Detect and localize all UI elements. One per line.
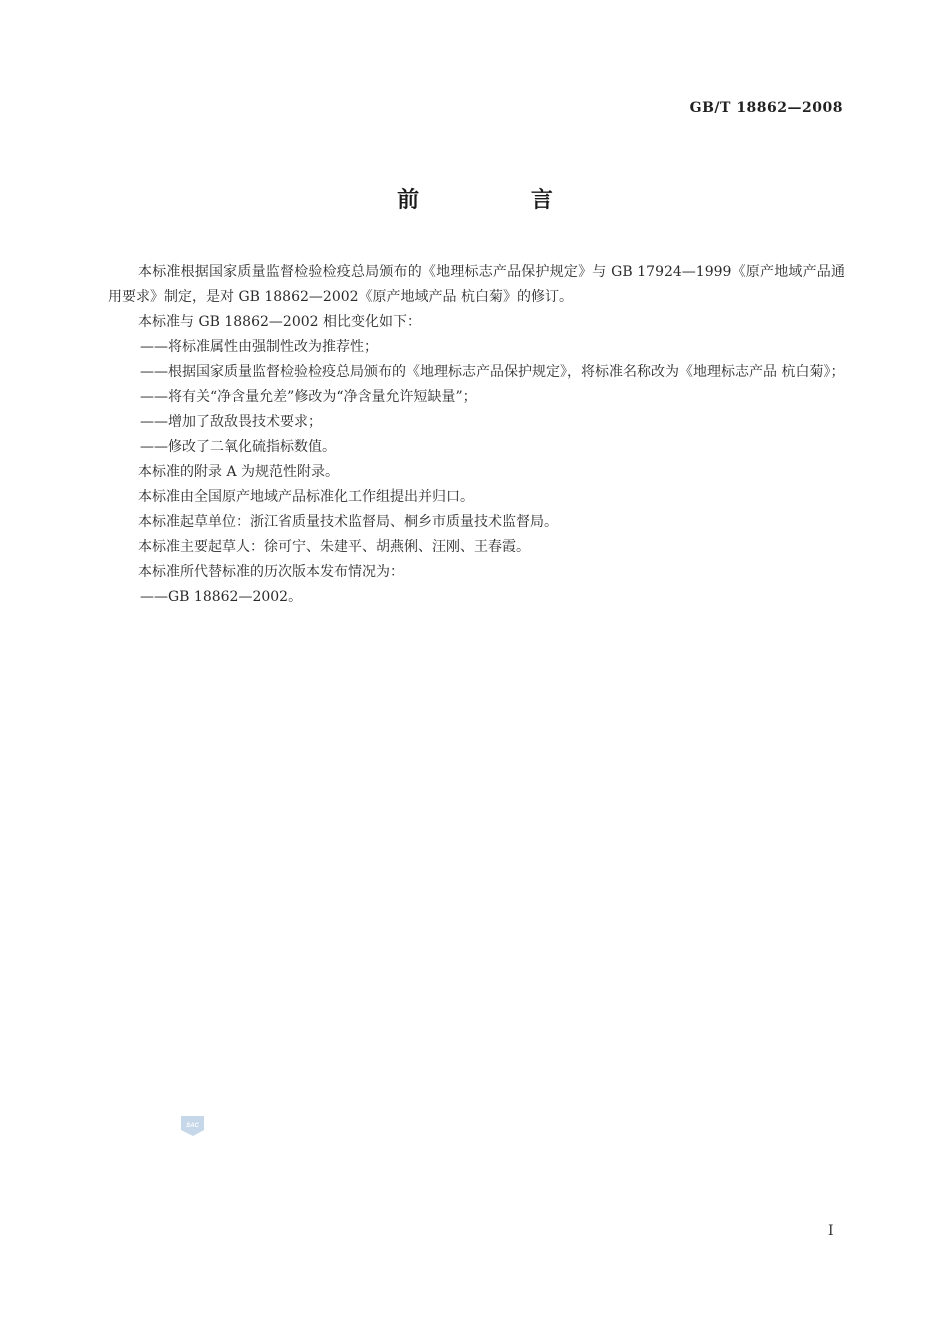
- history-item: ——GB 18862—2002。: [140, 589, 303, 605]
- paragraph-drafters: 本标准主要起草人：徐可宁、朱建平、胡燕俐、汪刚、王春霞。: [138, 539, 530, 555]
- paragraph-appendix: 本标准的附录 A 为规范性附录。: [138, 464, 340, 480]
- page-number: I: [828, 1223, 834, 1239]
- standard-number: GB/T 18862—2008: [689, 100, 843, 116]
- paragraph-basis: 本标准根据国家质量监督检验检疫总局颁布的《地理标志产品保护规定》与 GB 17924—1999《原产地域产品通用要求》制定，是对 GB 18862—2002《原产地域产品 杭白菊》的修订。: [108, 264, 845, 305]
- paragraph-drafting-units: 本标准起草单位：浙江省质量技术监督局、桐乡市质量技术监督局。: [138, 514, 558, 530]
- change-item: ——修改了二氧化硫指标数值。: [140, 439, 336, 455]
- page-title: 前 言: [397, 188, 605, 213]
- sac-logo-icon: [179, 1114, 206, 1138]
- change-item: ——增加了敌敌畏技术要求；: [140, 414, 322, 430]
- paragraph-history-intro: 本标准所代替标准的历次版本发布情况为：: [138, 564, 404, 580]
- sac-logo-text: SAC: [186, 1123, 199, 1129]
- foreword-body: [108, 260, 845, 610]
- change-item: ——将有关“净含量允差”修改为“净含量允许短缺量”；: [140, 389, 477, 405]
- change-item: ——将标准属性由强制性改为推荐性；: [140, 339, 378, 355]
- paragraph-changes-intro: 本标准与 GB 18862—2002 相比变化如下：: [138, 314, 421, 330]
- paragraph-proposer: 本标准由全国原产地域产品标准化工作组提出并归口。: [138, 489, 474, 505]
- change-item: ——根据国家质量监督检验检疫总局颁布的《地理标志产品保护规定》，将标准名称改为《地理标志产品 杭白菊》；: [140, 364, 845, 380]
